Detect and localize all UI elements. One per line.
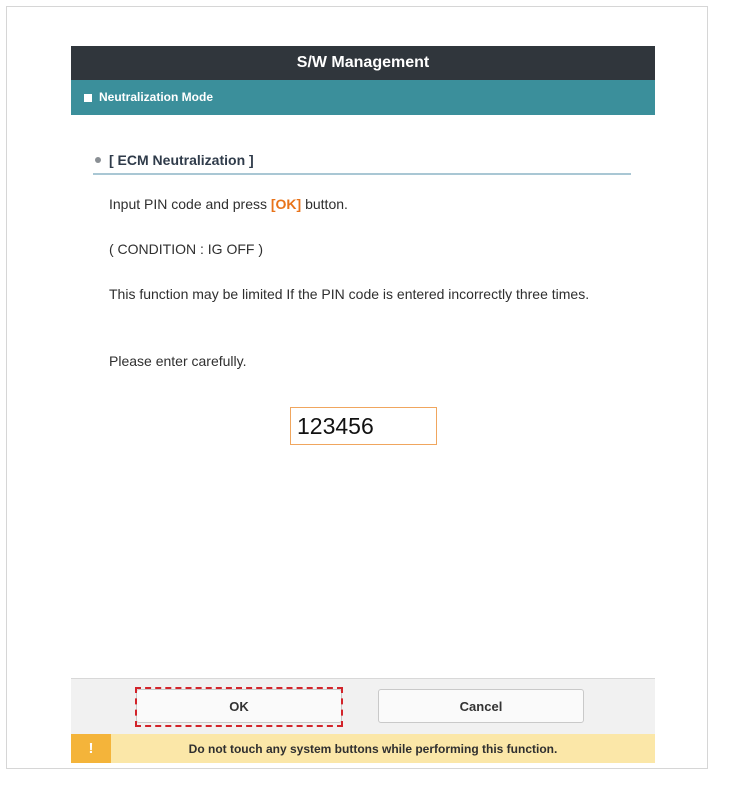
warning-bar xyxy=(71,734,655,763)
careful-text: Please enter carefully. xyxy=(109,353,247,369)
exclamation-icon: ! xyxy=(71,734,111,763)
limit-warning-text: This function may be limited If the PIN code is entered incorrectly three times. xyxy=(109,286,590,302)
cancel-button[interactable]: Cancel xyxy=(378,689,584,723)
instruction-text-before: Input PIN code and press xyxy=(109,196,271,212)
condition-text: ( CONDITION : IG OFF ) xyxy=(109,241,263,257)
sw-management-window xyxy=(71,46,655,763)
button-area xyxy=(71,678,655,735)
instruction-text-after: button. xyxy=(301,196,348,212)
ok-keyword: [OK] xyxy=(270,196,302,212)
bullet-dot-icon xyxy=(95,157,101,163)
square-bullet-icon xyxy=(84,94,92,102)
ok-button[interactable]: OK xyxy=(136,689,342,723)
mode-bar xyxy=(71,80,655,115)
section-title: [ ECM Neutralization ] xyxy=(109,152,254,168)
warning-text: Do not touch any system buttons while performing this function. xyxy=(188,741,558,756)
mode-label: Neutralization Mode xyxy=(99,90,214,104)
pin-code-input[interactable] xyxy=(290,407,437,445)
section-header xyxy=(93,147,631,175)
instruction-line xyxy=(109,194,609,215)
screenshot-frame xyxy=(6,6,708,769)
window-title: S/W Management xyxy=(71,46,655,80)
